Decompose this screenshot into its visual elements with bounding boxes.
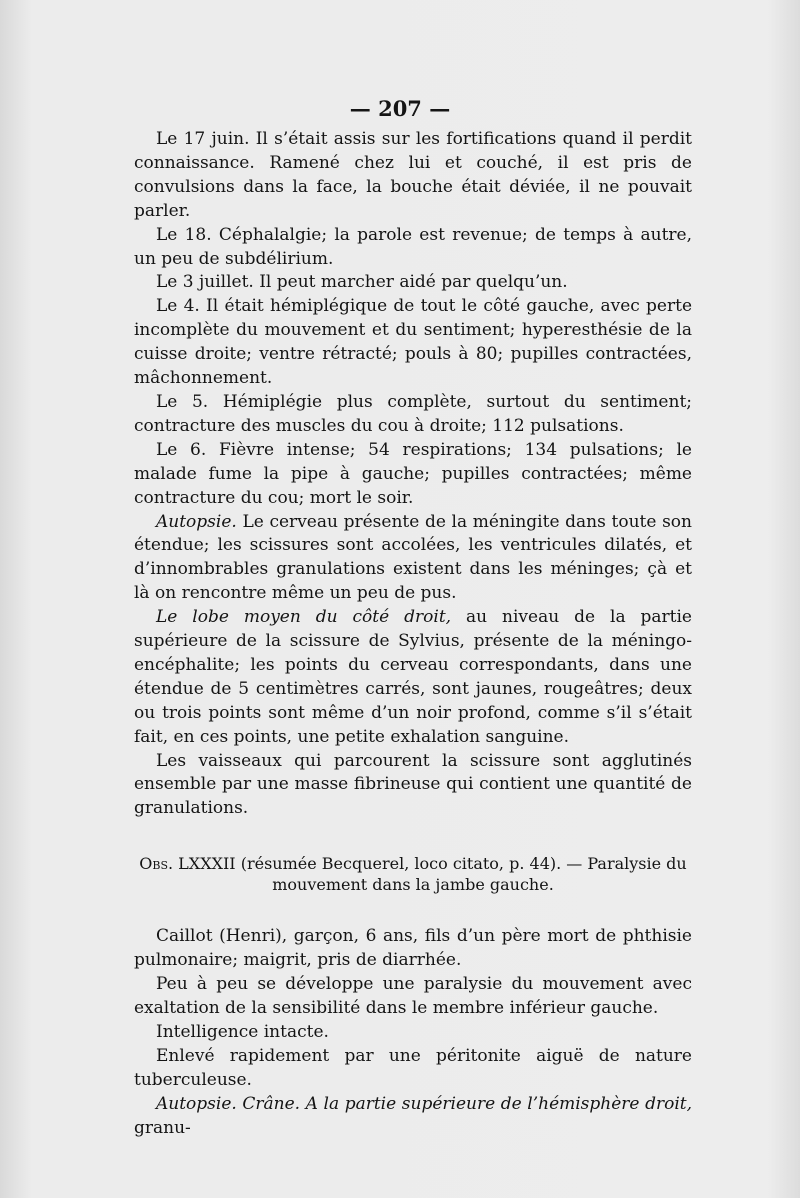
paragraph-vessels: Les vaisseaux qui parcourent la scissure sont agglutinés ensemble par une masse fibrineuse qui contient une quantité de granulations. [134,750,692,819]
paragraph-day-4: Le 4. Il était hémiplégique de tout le côté gauche, avec perte incomplète du mouvement et du sentiment; hyperesthésie de la cuisse droite; ventre rétracté; pouls à 80; pupilles contractées, mâchonnement. [134,296,692,389]
body-text [134,128,692,1140]
lobe-text: au niveau de la partie supérieure de la scissure de Sylvius, présente de la méningo-encéphalite; les points du cerveau correspondants, dans une étendue de 5 centimètres carrés, sont jaunes, rougeâtres; deux ou trois points sont même d’un noir profond, comme s’il s’était fait, en ces points, une petite exhalation sanguine. [134,607,692,747]
paragraph-lobe [134,606,692,749]
autopsy-2-label: Autopsie. Crâne. [156,1093,301,1114]
paragraph-july-3: Le 3 juillet. Il peut marcher aidé par quelqu’un. [156,272,568,293]
autopsy-2-text: granu- [134,1117,191,1138]
observation-heading [134,853,692,895]
page-number: — 207 — [349,96,451,121]
paragraph-autopsy-2 [134,1093,692,1141]
observation-line-1 [134,853,692,874]
paragraph-june-17: Le 17 juin. Il s’était assis sur les fortifications quand il perdit connaissance. Ramené chez lui et couché, il est pris de convulsions dans la face, la bouche était déviée, il ne pouvait parler. [134,129,692,221]
observation-line-2: mouvement dans la jambe gauche. [272,875,554,895]
paragraph-day-18: Le 18. Céphalalgie; la parole est revenue; de temps à autre, un peu de subdélirium. [134,224,692,269]
paragraph-day-5: Le 5. Hémiplégie plus complète, surtout du sentiment; contracture des muscles du cou à droite; 112 pulsations. [134,391,692,436]
paragraph-intelligence: Intelligence intacte. [156,1021,329,1042]
autopsy-label: Autopsie. [156,511,237,532]
autopsy-text: Le cerveau présente de la méningite dans toute son étendue; les scissures sont accolées, les ventricules dilatés, et d’innombrables granulations existent dans les méninges; çà et là on rencontre même un peu de pus. [134,511,692,604]
paragraph-autopsy-1 [134,511,692,607]
lobe-italic: Le lobe moyen du côté droit, [156,607,452,628]
paragraph-day-6: Le 6. Fièvre intense; 54 respirations; 134 pulsations; le malade fume la pipe à gauche; pupilles contractées; même contracture du cou; mort le soir. [134,439,692,508]
observation-title: LXXXII (résumée Becquerel, loco citato, p. 44). — Paralysie du [173,854,687,874]
autopsy-2-italic: A la partie supérieure de l’hémisphère droit, [300,1093,692,1114]
paragraph-caillot: Caillot (Henri), garçon, 6 ans, fils d’un père mort de phthisie pulmonaire; maigrit, pris de diarrhée. [134,926,692,971]
paragraph-paralysis: Peu à peu se développe une paralysie du mouvement avec exaltation de la sensibilité dans le membre inférieur gauche. [134,974,692,1018]
observation-label: Obs. [139,854,174,874]
paragraph-peritonitis: Enlevé rapidement par une péritonite aiguë de nature tuberculeuse. [134,1045,692,1090]
